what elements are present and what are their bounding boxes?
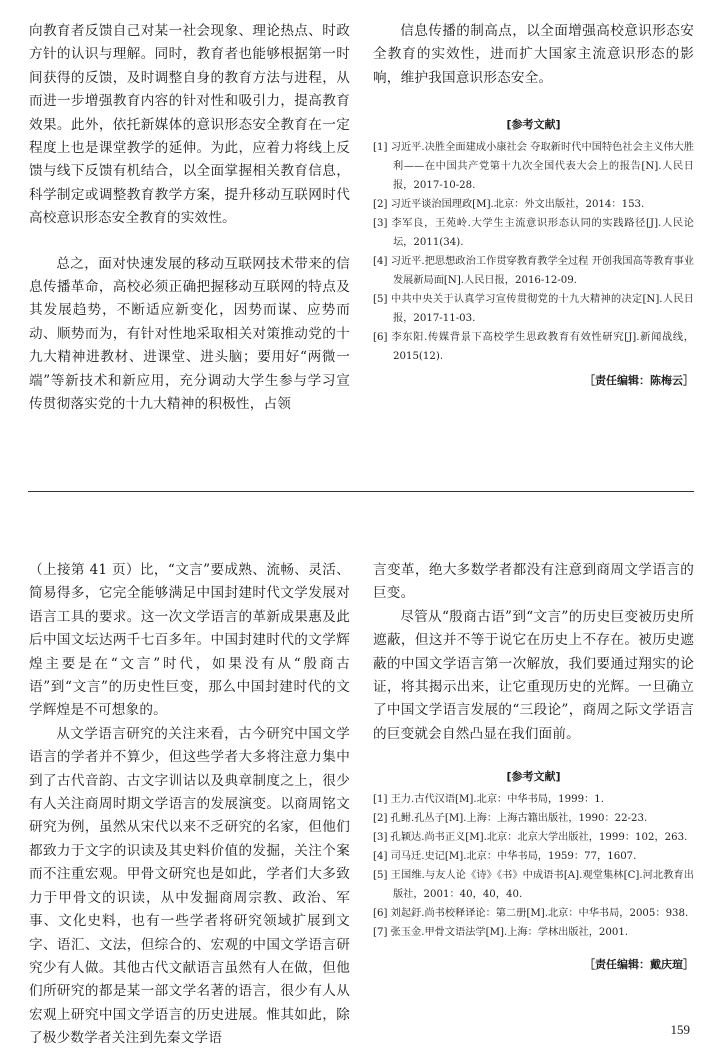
reference-item: [2] 习近平谈治国理政[M].北京：外文出版社，2014：153.: [373, 199, 645, 211]
bottom-left-column: [29, 559, 350, 1051]
body-paragraph: 信息传播的制高点，以全面增强高校意识形态安全教育的实效性，进而扩大国家主流意识形态的影响，维护我国意识形态安全。: [373, 23, 694, 86]
body-paragraph: 向教育者反馈自己对某一社会现象、理论热点、时政方针的认识与理解。同时，教育者也能够根据第一时间获得的反馈，及时调整自身的教育方法与进程，从而进一步增强教育内容的针对性和吸引力，提高教育效果。此外，依托新媒体的意识形态安全教育在一定程度上也是课堂教学的延伸。为此，应着力将线上反馈与线下反馈有机结合，以全面掌握相关教育信息，科学制定或调整教育教学方案，提升移动互联网时代高校意识形态安全教育的实效性。: [29, 23, 350, 227]
references-list: [373, 138, 694, 366]
responsible-editor: ［责任编辑：戴庆瑄］: [584, 958, 694, 972]
reference-item: [6] 刘起釪.尚书校释译论：第二册[M].北京：中华书局，2005：938.: [373, 908, 689, 920]
body-paragraph: 言变革，绝大多数学者都没有注意到商周文学语言的巨变。: [373, 562, 694, 602]
top-right-column: [373, 20, 694, 388]
references-title: [参考文献]: [506, 118, 561, 132]
reference-item: [3] 孔颖达.尚书正义[M].北京：北京大学出版社，1999：102，263.: [373, 832, 688, 844]
body-paragraph: 尽管从“殷商古语”到“文言”的历史巨变被历史所遮蔽，但这并不等于说它在历史上不存在。被历史遮蔽的中国文学语言第一次解放，我们要通过翔实的论证，将其揭示出来，让它重现历史的光辉。一旦确立了中国文学语言发展的“三段论”，商周之际文学语言的巨变就会自然凸显在我们面前。: [373, 608, 694, 742]
reference-item: [7] 张玉金.甲骨文语法学[M].上海：学林出版社，2001.: [373, 927, 629, 939]
body-paragraph: （上接第 41 页）比，“文言”要成熟、流畅、灵活、简易得多，它完全能够满足中国封建时代文学发展对语言工具的要求。这一次文学语言的革新成果惠及此后中国文坛达两千七百多年。中国封建时代的文学辉煌主要是在“文言”时代，如果没有从“殷商古语”到“文言”的历史性巨变，那么中国封建时代的文学辉煌是不可想象的。: [29, 562, 350, 719]
body-paragraph: 从文学语言研究的关注来看，古今研究中国文学语言的学者并不算少，但这些学者大多将注意力集中到了古代音韵、古文字训诂以及典章制度之上，很少有人关注商周时期文学语言的发展演变。以商周铭文研究为例，虽然从宋代以来不乏研究的名家，但他们都致力于文字的识读及其史料价值的发掘，关注个案而不注重宏观。甲骨文研究也是如此，学者们大多致力于甲骨文的识读，从中发掘商周宗教、政治、军事、文化史料，也有一些学者将研究领域扩展到文字、语汇、文法，但综合的、宏观的中国文学语言研究少有人做。其他古代文献语言虽然有人在做，但他们所研究的都是某一部文学名著的语言，很少有人从宏观上研究中国文学语言的历史进展。惟其如此，除了极少数学者关注到先秦文学语: [29, 725, 350, 1047]
responsible-editor: ［责任编辑：陈梅云］: [584, 374, 694, 388]
reference-item: [4] 司马迁.史记[M].北京：中华书局，1959：77，1607.: [373, 851, 637, 863]
top-left-column: [29, 20, 350, 417]
reference-item: [2] 孔鲋.孔丛子[M].上海：上海古籍出版社，1990：22-23.: [373, 813, 648, 825]
section-divider: [28, 491, 694, 492]
reference-item: [4] 习近平.把思想政治工作贯穿教育教学全过程 开创我国高等教育事业发展新局面[N].人民日报，2016-12-09.: [373, 256, 694, 287]
body-paragraph: 总之，面对快速发展的移动互联网技术带来的信息传播革命，高校必须正确把握移动互联网的特点及其发展趋势，不断适应新变化，因势而谋、应势而动、顺势而为，有针对性地采取相关对策推动党的十九大精神进教材、进课堂、进头脑；要用好“两微一端”等新技术和新应用，充分调动大学生参与学习宣传贯彻落实党的十九大精神的积极性，占领: [29, 255, 350, 413]
references-list: [373, 790, 694, 942]
reference-item: [5] 王国维.与友人论《诗》《书》中成语书[A].观堂集林[C].河北教育出版社，2001：40，40，40.: [373, 870, 694, 901]
reference-item: [1] 王力.古代汉语[M].北京：中华书局，1999：1.: [373, 794, 604, 806]
bottom-right-column: [373, 559, 694, 972]
page-number: 159: [670, 1022, 690, 1037]
reference-item: [5] 中共中央关于认真学习宣传贯彻党的十九大精神的决定[N].人民日报，2017-11-03.: [373, 294, 694, 325]
reference-item: [6] 李东阳.传媒背景下高校学生思政教育有效性研究[J].新闻战线，2015(12).: [373, 332, 694, 363]
reference-item: [1] 习近平.决胜全面建成小康社会 夺取新时代中国特色社会主义伟大胜利——在中国共产党第十九次全国代表大会上的报告[N].人民日报，2017-10-28.: [373, 142, 694, 192]
references-title: [参考文献]: [506, 770, 561, 784]
reference-item: [3] 李军良，王苑岭.大学生主流意识形态认同的实践路径[J].人民论坛，2011(34).: [373, 218, 694, 249]
